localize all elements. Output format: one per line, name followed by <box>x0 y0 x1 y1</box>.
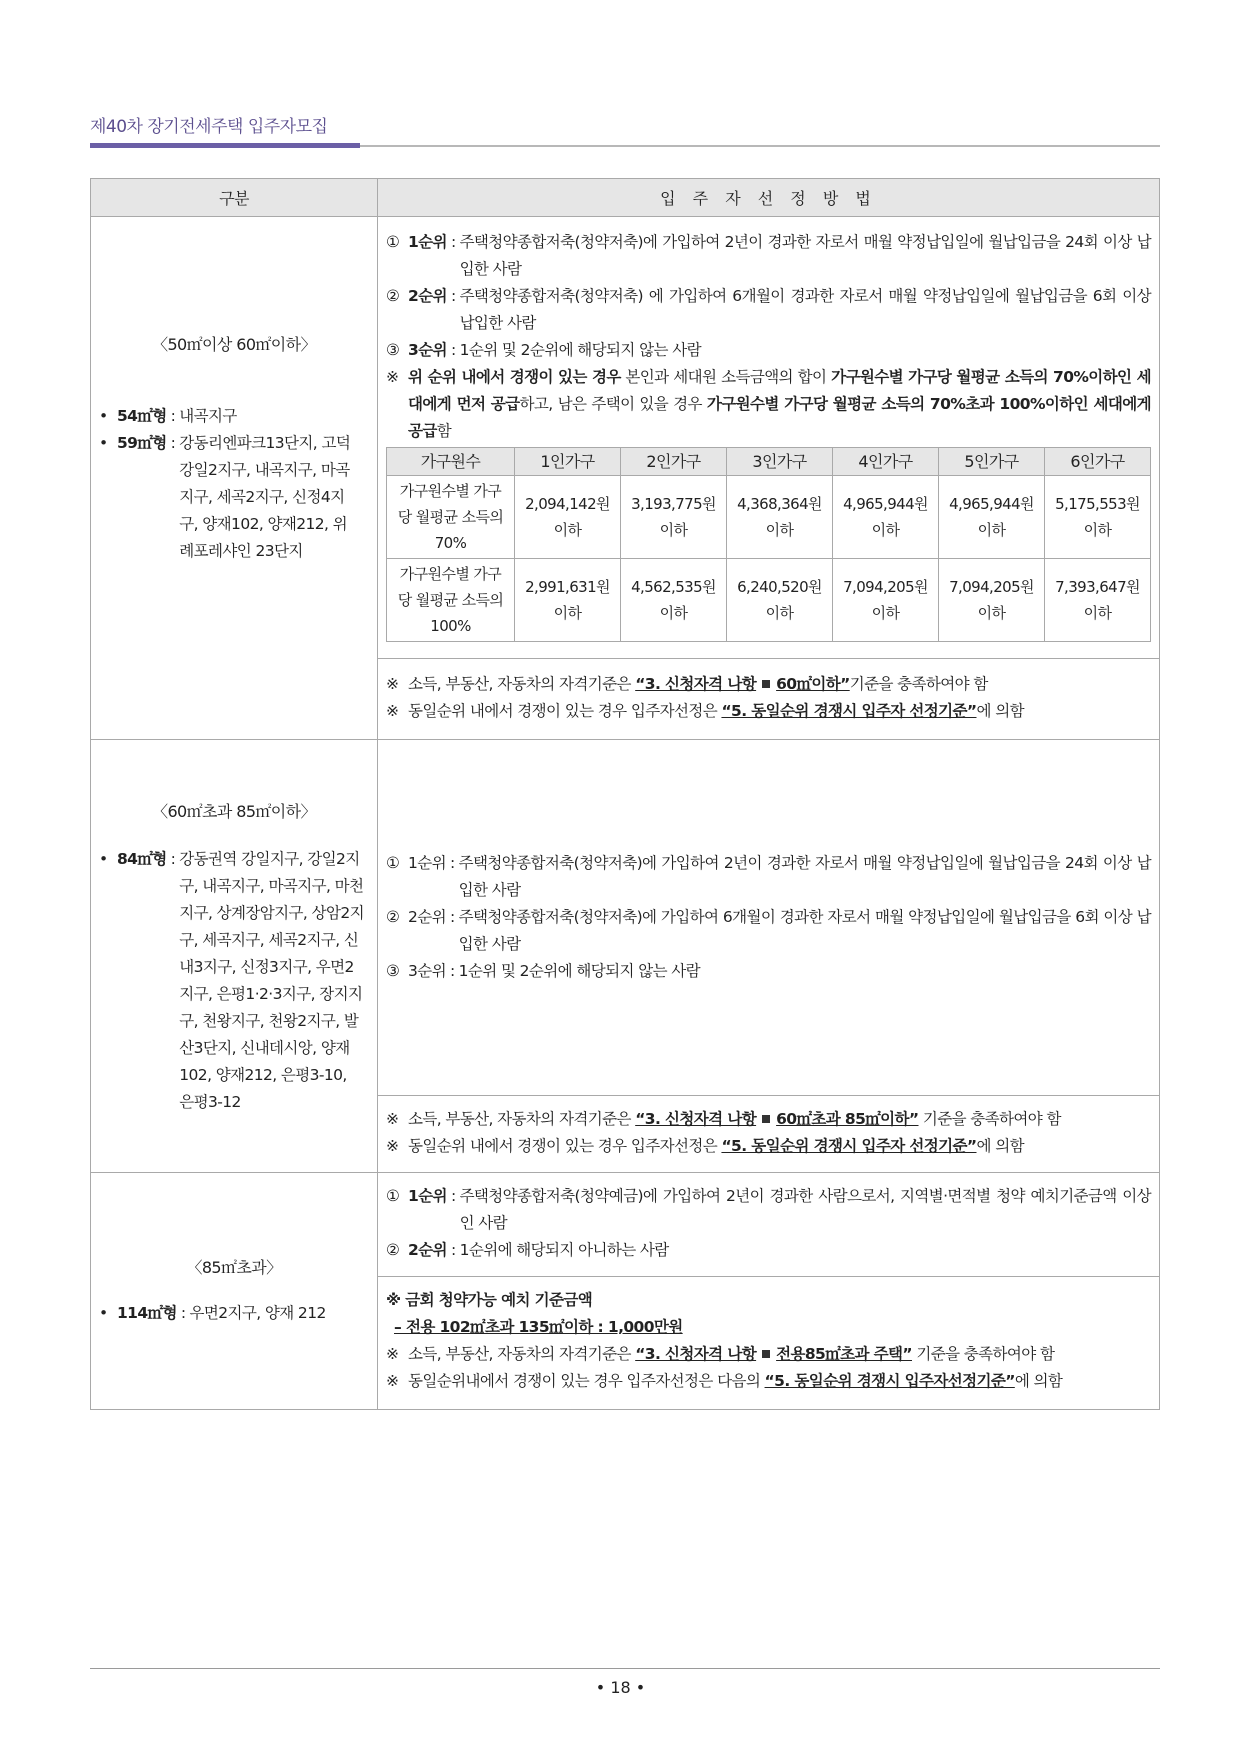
deposit-value: – 전용 102㎡초과 135㎡이하 : 1,000만원 <box>394 1318 683 1336</box>
section2-rule-2: ② 2순위 : 주택청약종합저축(청약저축)에 가입하여 6개월이 경과한 자로서 매월 약정납입일에 월납입금을 6회 이상 납입한 사람 <box>386 908 1151 953</box>
income-header-0: 가구원수 <box>387 448 515 476</box>
income-header-3: 3인가구 <box>727 448 833 476</box>
section3-rule-1: ① 1순위 : 주택청약종합저축(청약예금)에 가입하여 2년이 경과한 사람으로서, 지역별·면적별 청약 예치기준금액 이상인 사람 <box>386 1187 1151 1232</box>
section3-note-1: ※ 소득, 부동산, 자동차의 자격기준은 “3. 신청자격 나항 전용85㎡초과 주택” 기준을 충족하여야 함 <box>386 1345 1055 1363</box>
income-header-1: 1인가구 <box>515 448 621 476</box>
section3-category <box>91 1173 378 1410</box>
selection-method-table <box>90 178 1160 1410</box>
section2-category <box>91 740 378 1173</box>
deposit-title: ※ 금회 청약가능 예치 기준금액 <box>386 1291 593 1309</box>
section2-notes <box>378 1096 1160 1173</box>
section1-bullet-1: • 54㎡형 : 내곡지구 <box>99 406 237 425</box>
section1-category <box>91 217 378 740</box>
section1-note-1: ※ 소득, 부동산, 자동차의 자격기준은 “3. 신청자격 나항 60㎡이하”기준을 충족하여야 함 <box>386 675 988 693</box>
section2-note-2: ※ 동일순위 내에서 경쟁이 있는 경우 입주자선정은 “5. 동일순위 경쟁시 입주자 선정기준”에 의함 <box>386 1137 1024 1155</box>
square-bullet-icon <box>762 1350 770 1358</box>
section3-rule-2: ② 2순위 : 1순위에 해당되지 아니하는 사람 <box>386 1241 669 1259</box>
section1-title: 〈50㎡이상 60㎡이하〉 <box>152 334 316 354</box>
income-row-70: 가구원수별 가구당 월평균 소득의 70% 2,094,142원 이하 3,193,775원 이하 4,368,364원 이하 4,965,944원 이하 4,965,944원 이하 5,175,553원 이하 <box>387 476 1151 559</box>
section3-bullet-1: • 114㎡형 : 우면2지구, 양재 212 <box>99 1304 326 1322</box>
section2-bullet-1: • 84㎡형 : 강동권역 강일지구, 강일2지구, 내곡지구, 마곡지구, 마천지구, 상계장암지구, 상암2지구, 세곡지구, 세곡2지구, 신내3지구, 신정3지구, 우면2지구, 은평1·2·3지구, 장지지구, 천왕지구, 천왕2지구, 발산3단지, 신내데시앙, 양재102, 양재212, 은평3-10, 은평3-12 <box>99 849 364 1111</box>
section1-notes <box>378 659 1160 740</box>
section3-title: 〈85㎡초과〉 <box>186 1258 282 1277</box>
income-header-2: 2인가구 <box>621 448 727 476</box>
section1-rule-2: ② 2순위 : 주택청약종합저축(청약저축) 에 가입하여 6개월이 경과한 자로서 매월 약정납입일에 월납입금을 6회 이상 납입한 사람 <box>386 287 1151 332</box>
section2-title: 〈60㎡초과 85㎡이하〉 <box>152 801 316 821</box>
income-header-4: 4인가구 <box>833 448 939 476</box>
section3-notes <box>378 1277 1160 1410</box>
section1-rule-1: ① 1순위 : 주택청약종합저축(청약저축)에 가입하여 2년이 경과한 자로서 매월 약정납입일에 월납입금을 24회 이상 납입한 사람 <box>386 233 1151 278</box>
section1-rule-3: ③ 3순위 : 1순위 및 2순위에 해당되지 않는 사람 <box>386 341 701 359</box>
section1-rules <box>378 217 1160 659</box>
section2-rules <box>378 740 1160 1096</box>
page-number: • 18 • <box>595 1678 646 1697</box>
square-bullet-icon <box>762 1115 770 1123</box>
income-row-100: 가구원수별 가구당 월평균 소득의 100% 2,991,631원 이하 4,562,535원 이하 6,240,520원 이하 7,094,205원 이하 7,094,205원 이하 7,393,647원 이하 <box>387 559 1151 642</box>
section2-note-1: ※ 소득, 부동산, 자동차의 자격기준은 “3. 신청자격 나항 60㎡초과 85㎡이하” 기준을 충족하여야 함 <box>386 1110 1061 1128</box>
income-header-6: 6인가구 <box>1045 448 1151 476</box>
section3-note-2: ※ 동일순위내에서 경쟁이 있는 경우 입주자선정은 다음의 “5. 동일순위 경쟁시 입주자선정기준”에 의함 <box>386 1372 1063 1390</box>
income-header-5: 5인가구 <box>939 448 1045 476</box>
footer-divider <box>90 1668 1160 1669</box>
column-header-method: 입 주 자 선 정 방 법 <box>378 179 1160 217</box>
square-bullet-icon <box>762 680 770 688</box>
section2-rule-3: ③ 3순위 : 1순위 및 2순위에 해당되지 않는 사람 <box>386 962 701 980</box>
column-header-category: 구분 <box>91 179 378 217</box>
header-accent-bar <box>90 143 360 148</box>
section1-note-2: ※ 동일순위 내에서 경쟁이 있는 경우 입주자선정은 “5. 동일순위 경쟁시 입주자 선정기준”에 의함 <box>386 702 1024 720</box>
section3-rules <box>378 1173 1160 1277</box>
page-header-title: 제40차 장기전세주택 입주자모집 <box>90 117 328 137</box>
income-threshold-table <box>386 447 1151 642</box>
section2-rule-1: ① 1순위 : 주택청약종합저축(청약저축)에 가입하여 2년이 경과한 자로서 매월 약정납입일에 월납입금을 24회 이상 납입한 사람 <box>386 854 1151 899</box>
section1-bullet-2: • 59㎡형 : 강동리엔파크13단지, 고덕강일2지구, 내곡지구, 마곡지구, 세곡2지구, 신정4지구, 양재102, 양재212, 위례포레샤인 23단지 <box>99 433 351 560</box>
section1-priority-note: ※ 위 순위 내에서 경쟁이 있는 경우 본인과 세대원 소득금액의 합이 가구원수별 가구당 월평균 소득의 70%이하인 세대에게 먼저 공급하고, 남은 주택이 있을 경우 가구원수별 가구당 월평균 소득의 70%초과 100%이하인 세대에게 공급함 <box>386 368 1151 440</box>
